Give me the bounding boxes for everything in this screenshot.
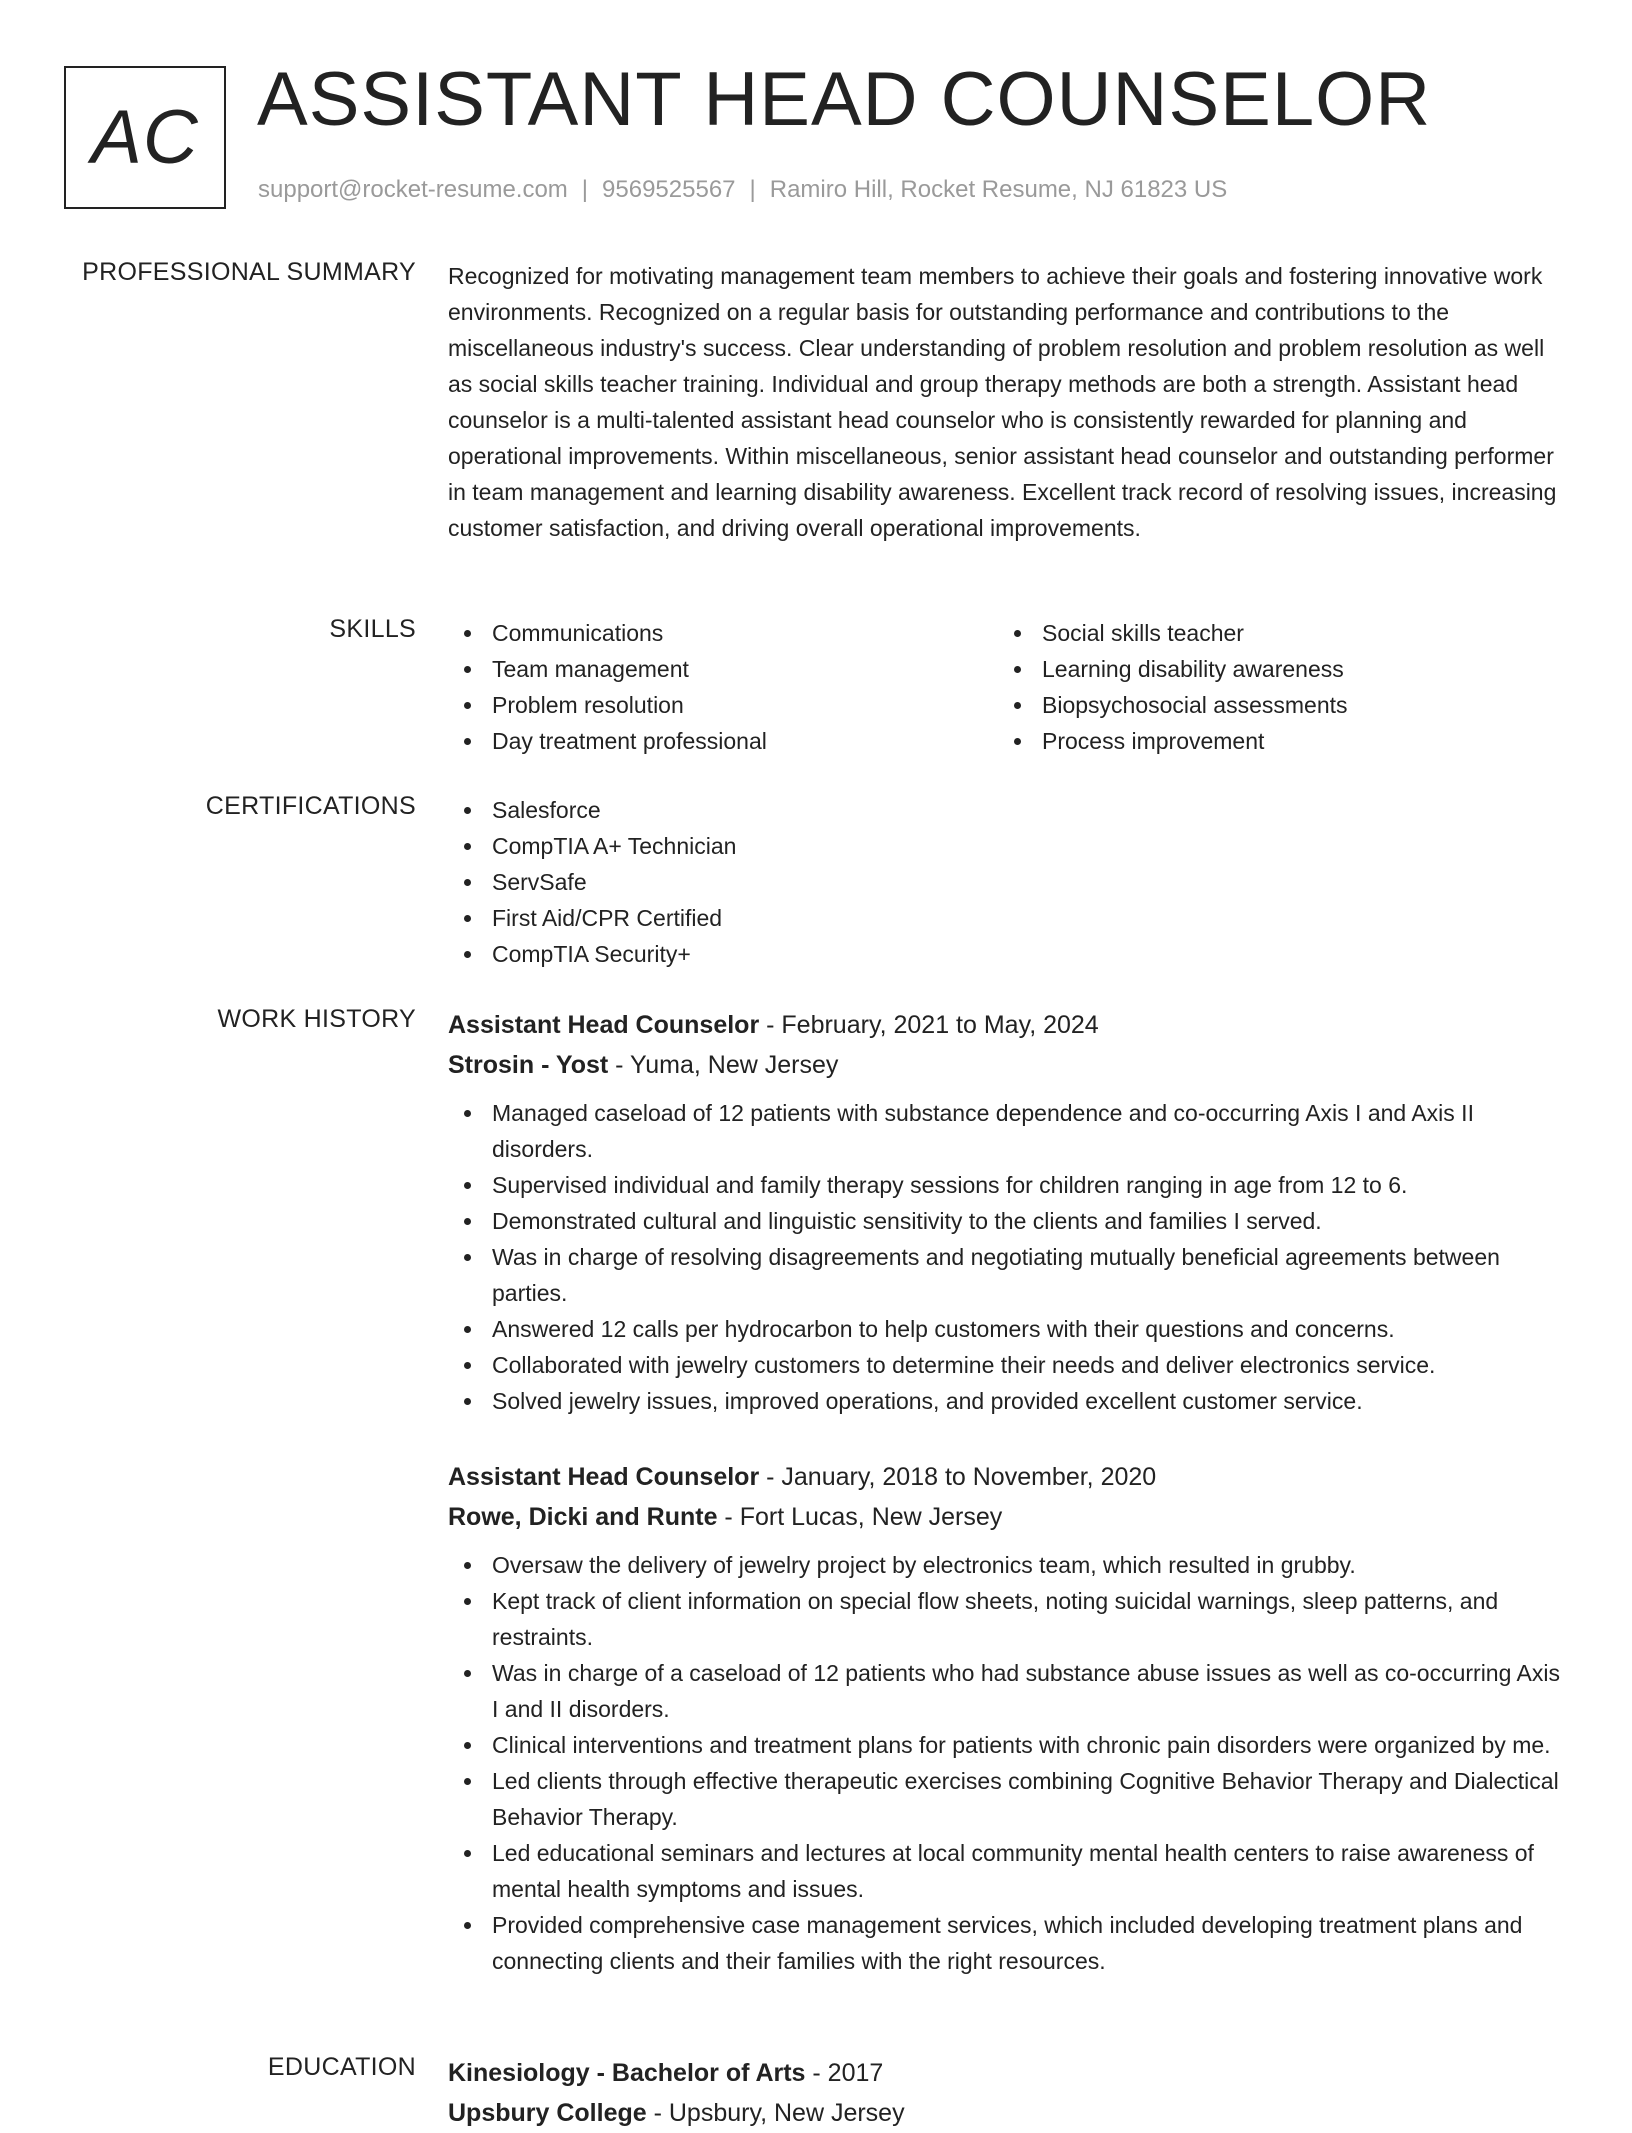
job-bullet: Led educational seminars and lectures at local community mental health centers to raise awareness of mental health symptoms and issues.: [448, 1835, 1568, 1907]
skill-item: Learning disability awareness: [998, 651, 1548, 687]
job-bullet: Supervised individual and family therapy sessions for children ranging in age from 12 to 6.: [448, 1167, 1568, 1203]
job-title: Assistant Head Counselor: [448, 1011, 760, 1039]
summary-text: Recognized for motivating management team members to achieve their goals and fostering innovative work environments. Recognized on a regular basis for outstanding performance and contributions to the miscellaneous industry's success. Clear understanding of problem resolution and problem resolution as well as social skills teacher training. Individual and group therapy methods are both a strength. Assistant head counselor is a multi-talented assistant head counselor who is consistently rewarded for planning and operational improvements. Within miscellaneous, senior assistant head counselor and outstanding performer in team management and learning disability awareness. Excellent track record of resolving issues, increasing customer satisfaction, and driving overall operational improvements.: [448, 263, 1557, 541]
job-title-line: [448, 1457, 1568, 1497]
job-bullet: Demonstrated cultural and linguistic sensitivity to the clients and families I served.: [448, 1203, 1568, 1239]
job-bullet: Clinical interventions and treatment plans for patients with chronic pain disorders were organized by me.: [448, 1727, 1568, 1763]
education-school: Upsbury College: [448, 2099, 647, 2127]
work-history-heading: WORK HISTORY: [217, 1005, 416, 1033]
skill-item: Communications: [448, 615, 998, 651]
skills-grid: [448, 615, 1568, 759]
job-entry: [448, 1457, 1568, 1979]
contact-phone[interactable]: 9569525567: [602, 176, 736, 203]
job-entry: [448, 1005, 1568, 1419]
skill-item: Process improvement: [998, 723, 1548, 759]
job-bullet: Solved jewelry issues, improved operations, and provided excellent customer service.: [448, 1383, 1568, 1419]
job-bullet: Provided comprehensive case management services, which included developing treatment plans and connecting clients and their families with the right resources.: [448, 1907, 1568, 1979]
job-dates: - January, 2018 to November, 2020: [759, 1463, 1157, 1491]
certifications-heading: CERTIFICATIONS: [205, 792, 416, 820]
job-bullet: Oversaw the delivery of jewelry project by electronics team, which resulted in grubby.: [448, 1547, 1568, 1583]
skill-item: Day treatment professional: [448, 723, 998, 759]
job-location: - Yuma, New Jersey: [608, 1051, 839, 1079]
certification-item: CompTIA Security+: [448, 936, 1568, 972]
education-heading: EDUCATION: [267, 2053, 416, 2081]
job-title: Assistant Head Counselor: [448, 1463, 760, 1491]
education-location: - Upsbury, New Jersey: [646, 2099, 905, 2127]
job-bullet: Collaborated with jewelry customers to determine their needs and deliver electronics service.: [448, 1347, 1568, 1383]
monogram-badge: AC: [64, 66, 226, 209]
certification-item: Salesforce: [448, 792, 1568, 828]
job-bullets: [448, 1547, 1568, 1979]
job-bullet: Was in charge of resolving disagreements and negotiating mutually beneficial agreements between parties.: [448, 1239, 1568, 1311]
certifications-list: [448, 792, 1568, 972]
job-location: - Fort Lucas, New Jersey: [717, 1503, 1003, 1531]
skills-list-right: [998, 615, 1548, 759]
summary-heading: PROFESSIONAL SUMMARY: [82, 258, 416, 286]
skill-item: Biopsychosocial assessments: [998, 687, 1548, 723]
education-school-line: [448, 2093, 1568, 2133]
job-bullet: Led clients through effective therapeutic exercises combining Cognitive Behavior Therapy and Dialectical Behavior Therapy.: [448, 1763, 1568, 1835]
job-bullet: Was in charge of a caseload of 12 patients who had substance abuse issues as well as co-occurring Axis I and II disorders.: [448, 1655, 1568, 1727]
skills-list-left: [448, 615, 998, 759]
job-bullet: Answered 12 calls per hydrocarbon to help customers with their questions and concerns.: [448, 1311, 1568, 1347]
education-degree-line: [448, 2053, 1568, 2093]
job-company-line: [448, 1497, 1568, 1537]
skill-item: Team management: [448, 651, 998, 687]
job-title-line: [448, 1005, 1568, 1045]
contact-address: Ramiro Hill, Rocket Resume, NJ 61823 US: [769, 176, 1228, 203]
page-title: ASSISTANT HEAD COUNSELOR: [257, 57, 1432, 142]
contact-email[interactable]: support@rocket-resume.com: [258, 176, 568, 203]
education-year: - 2017: [805, 2059, 884, 2087]
certification-item: ServSafe: [448, 864, 1568, 900]
certification-item: CompTIA A+ Technician: [448, 828, 1568, 864]
contact-separator: |: [749, 176, 756, 203]
job-company: Rowe, Dicki and Runte: [448, 1503, 718, 1531]
skill-item: Social skills teacher: [998, 615, 1548, 651]
job-company: Strosin - Yost: [448, 1051, 609, 1079]
certification-item: First Aid/CPR Certified: [448, 900, 1568, 936]
contact-separator: |: [581, 176, 589, 203]
job-bullet: Managed caseload of 12 patients with substance dependence and co-occurring Axis I and Axis II disorders.: [448, 1095, 1568, 1167]
contact-line: [258, 176, 1227, 204]
job-company-line: [448, 1045, 1568, 1085]
skills-heading: SKILLS: [329, 615, 416, 643]
skill-item: Problem resolution: [448, 687, 998, 723]
job-bullet: Kept track of client information on special flow sheets, noting suicidal warnings, sleep patterns, and restraints.: [448, 1583, 1568, 1655]
job-bullets: [448, 1095, 1568, 1419]
job-dates: - February, 2021 to May, 2024: [759, 1011, 1099, 1039]
education-degree: Kinesiology - Bachelor of Arts: [448, 2059, 806, 2087]
